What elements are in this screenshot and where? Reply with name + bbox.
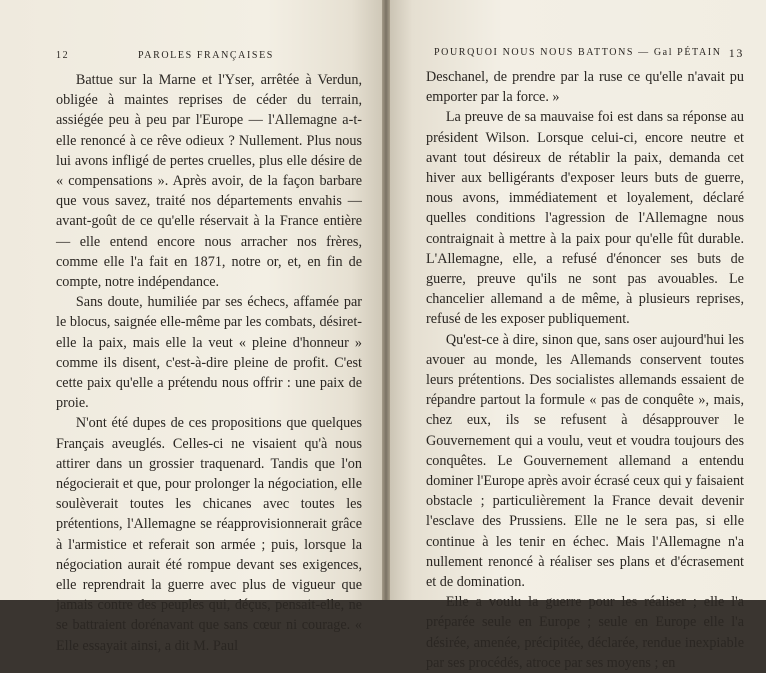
paragraph: Battue sur la Marne et l'Yser, arrêtée à Verdun, obligée à maintes reprises de céder du terrain, assiégée peu à peu par l'Europe — l'Allemagne a-t-elle renoncé à ce rêve odieux ? Nullement. Plus nous lui avons infligé de pertes cruelles, plus elle désire de « compensations ». Après avoir, de la façon barbare que vous savez, traité nos départements envahis — avant-goût de ce qu'elle réservait à la France entière — elle entend encore nous arracher nos frères, comme elle l'a fait en 1871, notre or, et, en fin de compte, notre indépendance. — [56, 72, 362, 291]
paragraph: Elle a voulu la guerre pour les réaliser ; elle l'a préparée seule en Europe ; seule en Europe elle l'a désirée, amenée, précipitée, déclarée, rendue inexpiable par ses procédés, atroce par ses moyens ; en — [426, 594, 744, 671]
right-page — [390, 0, 766, 671]
left-running-header — [56, 48, 362, 64]
right-page-body — [426, 67, 744, 673]
book-gutter — [382, 0, 390, 600]
paragraph: Sans doute, humiliée par ses échecs, affamée par le blocus, saignée elle-même par les combats, désiret-elle la paix, mais elle la veut « pleine d'honneur » comme ils disent, c'est-à-dire pleine de profit. C'est cette paix qu'elle a prétendu nous offrir : une paix de proie. — [56, 294, 362, 412]
left-page — [0, 0, 382, 654]
paragraph: Qu'est-ce à dire, sinon que, sans oser aujourd'hui les avouer au monde, les Allemands conservent toutes leurs prétentions. Des socialistes allemands essaient de répandre partout la formule « pas de conquête », mais, chez eux, ils se refusent à désapprouver le Gouvernement qui a voulu, veut et voudra toujours des conquêtes. Le Gouvernement allemand a entendu dominer l'Europe après avoir écrasé ceux qui y faisaient obstacle ; particulièrement la France devait devenir l'esclave des Prussiens. Elle ne le sera pas, si elle continue à les tenir en échec. Mais l'Allemagne n'a nullement renoncé à réaliser ses plans et d'écrasement et de domination. — [426, 331, 744, 591]
right-running-head: POURQUOI NOUS NOUS BATTONS — Gal PÉTAIN — [434, 47, 722, 58]
right-running-header — [426, 45, 744, 61]
paragraph-continuation: Deschanel, de prendre par la ruse ce qu'elle n'avait pu emporter par la force. » — [426, 69, 744, 106]
left-page-number: 12 — [56, 50, 70, 61]
left-running-head: PAROLES FRANÇAISES — [138, 50, 274, 61]
right-page-number: 13 — [728, 46, 744, 60]
paragraph: N'ont été dupes de ces propositions que quelques Français aveuglés. Celles-ci ne visaient qu'à nous attirer dans un grossier traquenard. Tandis que l'on négocierait et que, pour prolonger la négociation, elle soulèverait toutes les chicanes avec toutes les prétentions, l'Allemagne se réapprovisionnerait grâce à l'armistice et referait son armée ; puis, lorsque la négociation aurait été rompue devant ses exigences, elle reprendrait la guerre avec plus de vigueur que jamais contre des peuples qui, déçus, pensait-elle, ne se battraient dorénavant que sans cœur ni courage. « Elle essayait ainsi, a dit M. Paul — [56, 415, 362, 654]
left-page-body — [56, 70, 362, 656]
paragraph: La preuve de sa mauvaise foi est dans sa réponse au président Wilson. Lorsque celui-ci, encore neutre et avant tout désireux de rétablir la paix, demanda cet hiver aux belligérants d'exposer leurs buts de guerre, nous avons, immédiatement et loyalement, déclaré quelles conditions l'agression de l'Allemagne nous contraignait à mettre à la paix pour qu'elle fût durable. L'Allemagne, elle, a refusé d'énoncer ses buts de guerre, preuve qu'ils ne sont pas avouables. Le chancelier allemand a de même, à plusieurs reprises, refusé de les exposer publiquement. — [426, 109, 744, 328]
